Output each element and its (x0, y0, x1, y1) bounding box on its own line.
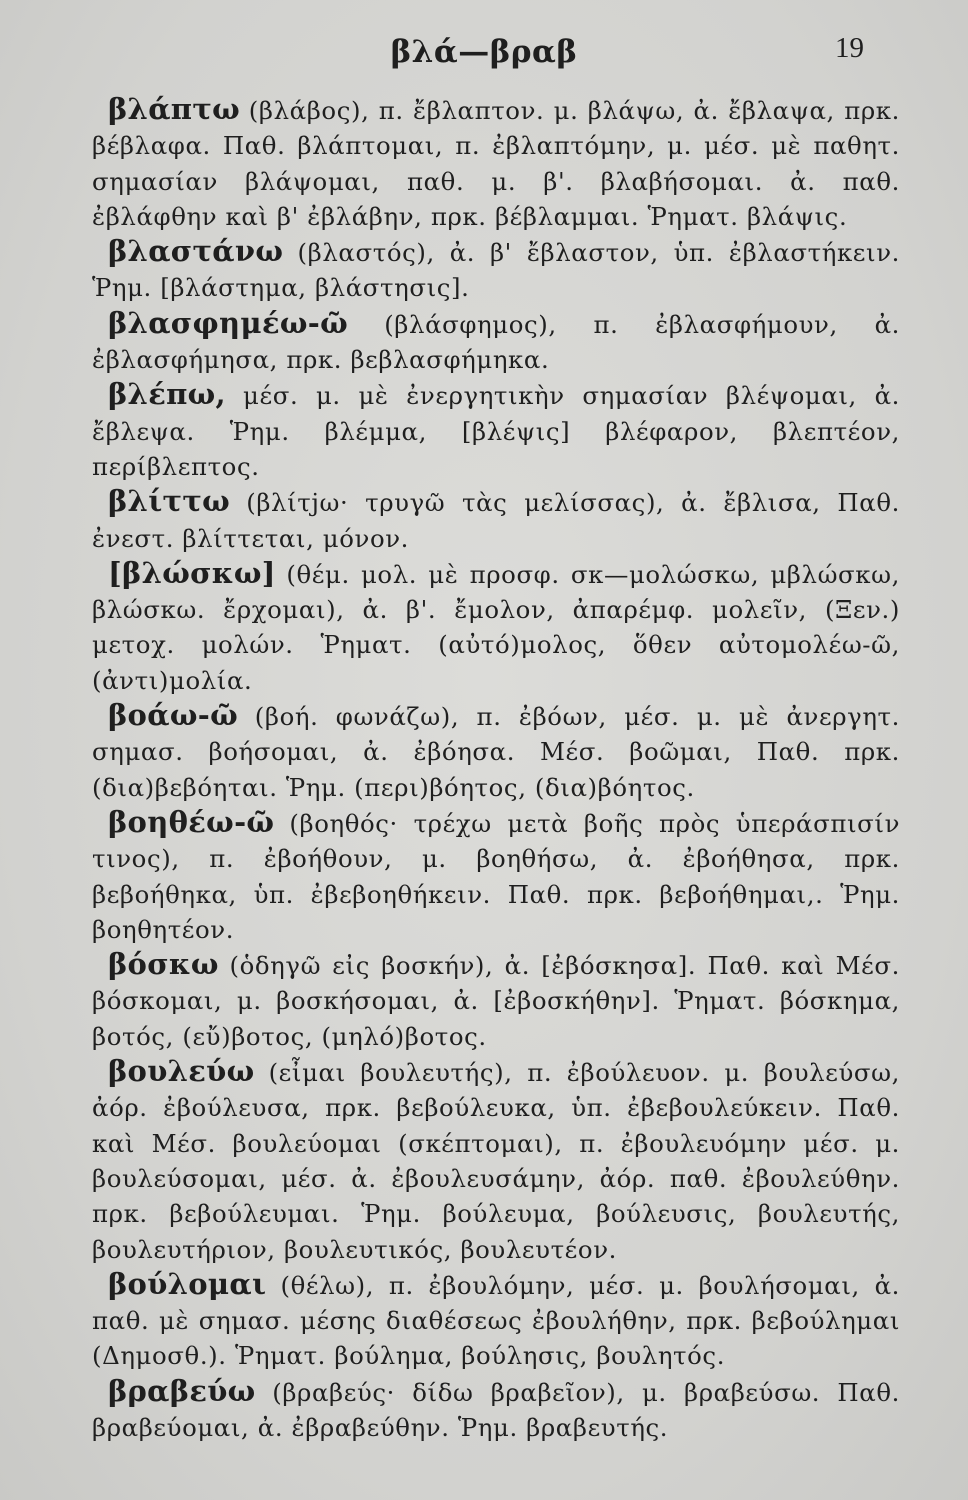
entry-lemma: [βλώσκω] (108, 555, 276, 590)
entry-text: (βλάβος), π. ἔβλαπτον. μ. βλάψω, ἀ. ἔβλαψα, πρκ. βέβλαφα. Παθ. βλάπτομαι, π. ἐβλαπτόμην, μ. μέσ. μὲ παθητ. σημασίαν βλάψομαι, παθ. μ. β'. βλαβήσομαι. ἀ. παθ. ἐβλάφθην καὶ β' ἐβλάβην, πρκ. βέβλαμμαι. Ῥηματ. βλάψις. (92, 96, 900, 231)
entry-text: (βοηθός· τρέχω μετὰ βοῆς πρὸς ὑπεράσπισίν τινος), π. ἐβοήθουν, μ. βοηθήσω, ἀ. ἐβοήθησα, πρκ. βεβοήθηκα, ὑπ. ἐβεβοηθήκειν. Παθ. πρκ. βεβοήθημαι,. Ῥημ. βοηθητέον. (92, 808, 900, 944)
entry-boao (92, 698, 900, 805)
entry-lemma: βουλεύω (108, 1054, 255, 1089)
entry-blitto (92, 484, 900, 556)
entry-bosko (92, 947, 900, 1054)
dictionary-entries (92, 92, 900, 1445)
entry-blepo (92, 377, 900, 484)
entry-boetheo (92, 805, 900, 947)
entry-lemma: βλάπτω (108, 92, 241, 126)
entry-blosko (92, 556, 900, 698)
entry-blapto (92, 92, 900, 234)
running-head: βλά—βραβ (390, 34, 578, 70)
entry-lemma: βραβεύω (108, 1373, 256, 1408)
entry-lemma: βλέπω, (108, 377, 226, 412)
entry-brabeuo (92, 1374, 900, 1446)
entry-boulomai (92, 1267, 900, 1374)
entry-lemma: βοάω-ῶ (108, 698, 238, 733)
entry-lemma: βούλομαι (108, 1266, 267, 1301)
entry-text: (εἶμαι βουλευτής), π. ἐβούλευον. μ. βουλεύσω, ἀόρ. ἐβούλευσα, πρκ. βεβούλευκα, ὑπ. ἐβεβουλεύκειν. Παθ. καὶ Μέσ. βουλεύομαι (σκέπτομαι), π. ἐβουλευόμην μέσ. μ. βουλεύσομαι, μέσ. ἀ. ἐβουλευσάμην, ἀόρ. παθ. ἐβουλεύθην. πρκ. βεβούλευμαι. Ῥημ. βούλευμα, βούλευσις, βουλευτής, βουλευτήριον, βουλευτικός, βουλευτέον. (92, 1058, 900, 1264)
entry-bouleuo (92, 1054, 900, 1267)
page-header (0, 30, 968, 70)
entry-text: (ὁδηγῶ εἰς βοσκήν), ἀ. [ἐβόσκησα]. Παθ. καὶ Μέσ. βόσκομαι, μ. βοσκήσομαι, ἀ. [ἐβοσκήθην]. Ῥηματ. βόσκημα, βοτός, (εὔ)βοτος, (μηλό)βοτος. (92, 951, 900, 1051)
entry-lemma: βοηθέω-ῶ (108, 804, 275, 839)
page-number: 19 (835, 32, 864, 64)
entry-lemma: βλαστάνω (108, 234, 284, 269)
entry-text: μέσ. μ. μὲ ἐνεργητικὴν σημασίαν βλέψομαι, ἀ. ἔβλεψα. Ῥημ. βλέμμα, [βλέψις] βλέφαρον, βλεπτέον, περίβλεπτος. (92, 381, 900, 481)
entry-text: (βλαστός), ἀ. β' ἔβλαστον, ὑπ. ἐβλαστήκειν. Ῥημ. [βλάστημα, βλάστησις]. (92, 238, 900, 303)
entry-text: (θέμ. μολ. μὲ προσφ. σκ—μολώσκω, μβλώσκω, βλώσκω. ἔρχομαι), ἀ. β'. ἔμολον, ἀπαρέμφ. μολεῖν, (Ξεν.) μετοχ. μολών. Ῥηματ. (αὐτό)μολος, ὅθεν αὐτομολέω-ῶ, (ἀντι)μολία. (92, 559, 900, 695)
entry-blastano (92, 234, 900, 306)
entry-lemma: βλασφημέω-ῶ (108, 305, 349, 340)
entry-text: (βλίτjω· τρυγῶ τὰς μελίσσας), ἀ. ἔβλισα, Παθ. ἐνεστ. βλίττεται, μόνον. (92, 488, 900, 553)
entry-text: (βλάσφημος), π. ἐβλασφήμουν, ἀ. ἐβλασφήμησα, πρκ. βεβλασφήμηκα. (92, 309, 900, 375)
entry-text: (θέλω), π. ἐβουλόμην, μέσ. μ. βουλήσομαι, ἀ. παθ. μὲ σημασ. μέσης διαθέσεως ἐβουλήθην, πρκ. βεβούλημαι (Δημοσθ.). Ῥηματ. βούλημα, βούλησις, βουλητός. (92, 1270, 900, 1371)
entry-text: (βραβεύς· δίδω βραβεῖον), μ. βραβεύσω. Παθ. βραβεύομαι, ἀ. ἐβραβεύθην. Ῥημ. βραβευτής. (92, 1377, 900, 1442)
entry-blasphemeo (92, 306, 900, 378)
entry-lemma: βλίττω (108, 484, 231, 519)
entry-text: (βοή. φωνάζω), π. ἐβόων, μέσ. μ. μὲ ἀνεργητ. σημασ. βοήσομαι, ἀ. ἐβόησα. Μέσ. βοῶμαι, Παθ. πρκ. (δια)βεβόηται. Ῥημ. (περι)βόητος, (δια)βόητος. (92, 702, 900, 802)
entry-lemma: βόσκω (108, 947, 219, 982)
